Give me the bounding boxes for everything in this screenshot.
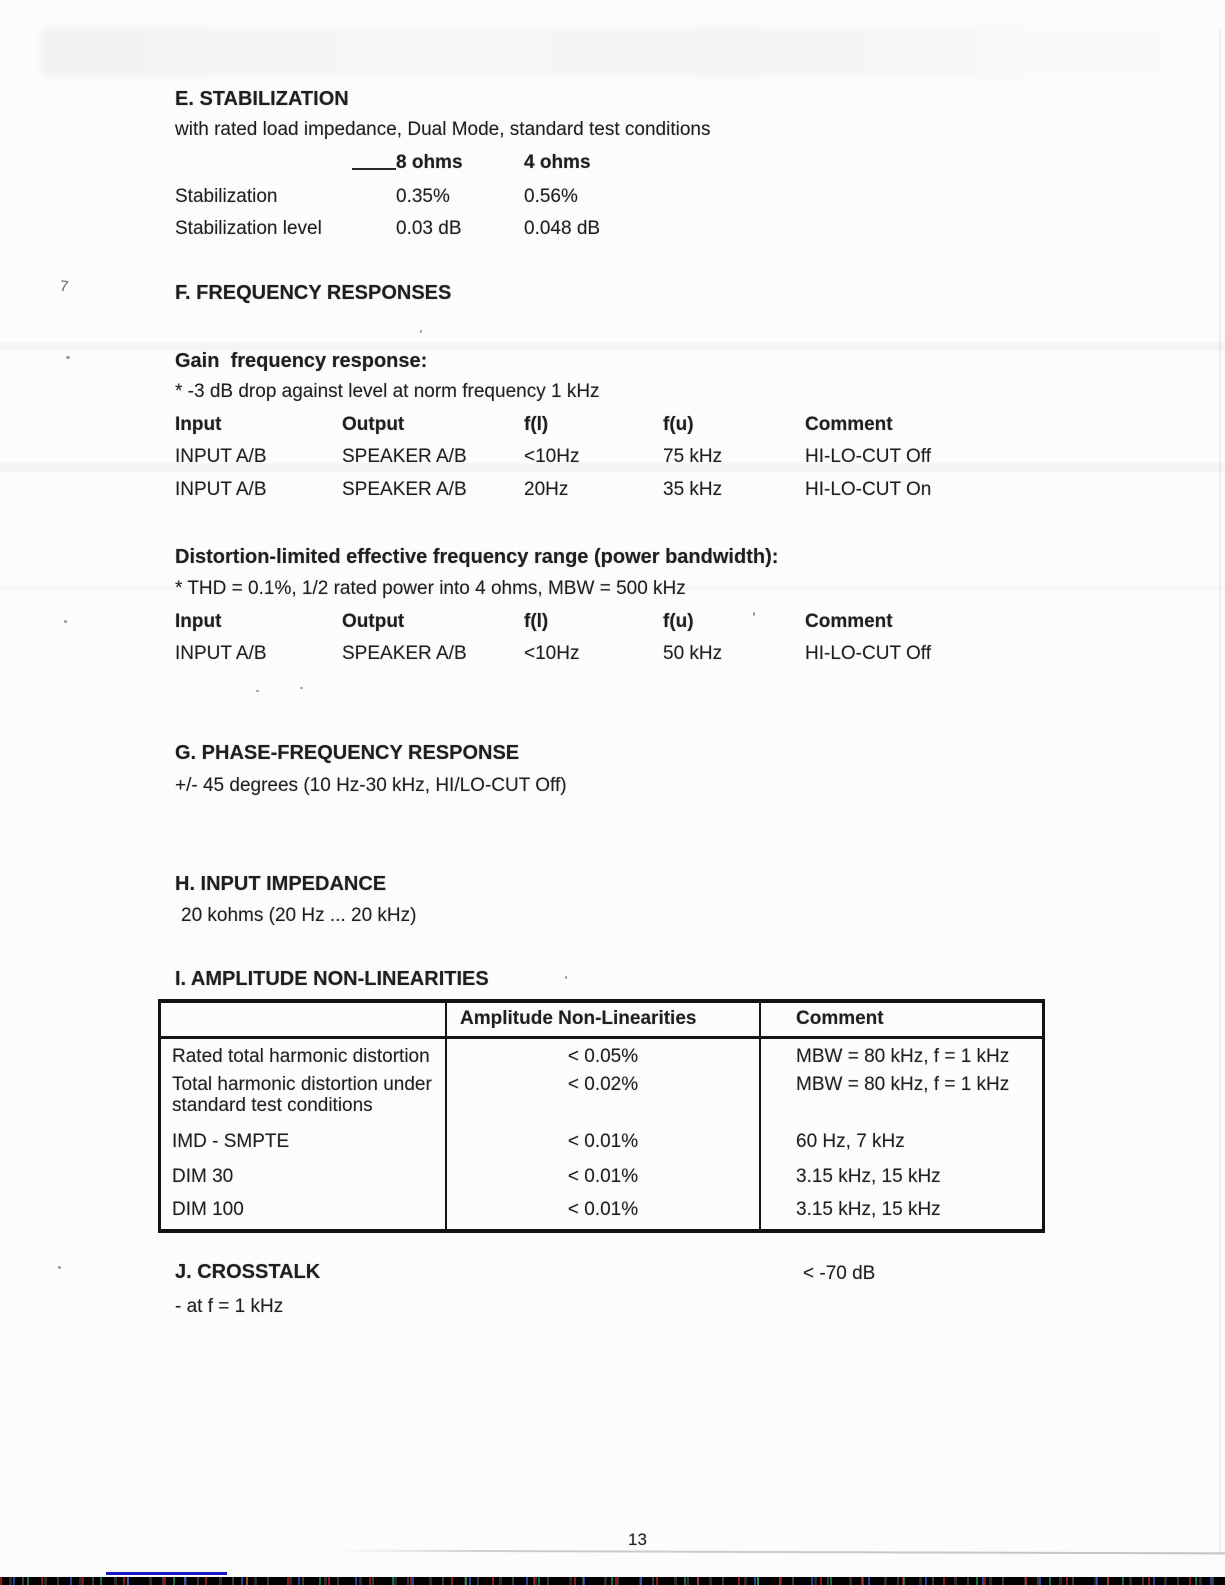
table-header-cell: f(u) (663, 414, 694, 435)
scan-speck (256, 690, 259, 692)
section-e-subtitle: with rated load impedance, Dual Mode, standard test conditions (175, 119, 711, 140)
table-cell: SPEAKER A/B (342, 479, 467, 500)
table-row (161, 1074, 1042, 1128)
table-header-cell: Amplitude Non-Linearities (447, 1003, 761, 1036)
table-cell: <10Hz (524, 643, 580, 664)
gain-response-note: * -3 dB drop against level at norm frequency 1 kHz (175, 381, 600, 402)
table-row (161, 1162, 1042, 1195)
table-header-cell (161, 1003, 447, 1036)
table-header-cell: f(l) (524, 414, 549, 435)
amplitude-nonlinearities-table (158, 999, 1045, 1233)
section-j-note: - at f = 1 kHz (175, 1296, 284, 1317)
table-cell: < 0.02% (447, 1074, 761, 1128)
table-header-cell: Input (175, 414, 222, 435)
table-header-cell: f(l) (524, 611, 549, 632)
table-header-cell: Input (175, 611, 222, 632)
table-header-row (175, 611, 1075, 633)
margin-mark: 7 (58, 277, 70, 296)
section-g-title: G. PHASE-FREQUENCY RESPONSE (175, 742, 520, 764)
table-cell: Total harmonic distortion under standard test conditions (161, 1074, 447, 1128)
table-cell: IMD - SMPTE (161, 1128, 447, 1162)
table-cell: 35 kHz (663, 479, 723, 500)
table-row (175, 479, 1075, 500)
table-cell: 0.048 dB (524, 218, 601, 239)
table-header-cell: Output (342, 611, 405, 632)
table-cell: INPUT A/B (175, 446, 267, 467)
distortion-range-note: * THD = 0.1%, 1/2 rated power into 4 ohms, MBW = 500 kHz (175, 578, 686, 599)
table-cell: 60 Hz, 7 kHz (796, 1131, 905, 1152)
scan-edge-right (1219, 30, 1221, 1555)
scan-speck (64, 620, 67, 623)
page-number: 13 (628, 1530, 647, 1549)
table-cell: < 0.01% (447, 1195, 761, 1229)
table-cell: 50 kHz (663, 643, 723, 664)
section-i-title: I. AMPLITUDE NON-LINEARITIES (175, 968, 489, 990)
table-cell: Stabilization level (175, 218, 322, 239)
table-cell: 0.03 dB (396, 218, 462, 239)
section-g-value: +/- 45 degrees (10 Hz-30 kHz, HI/LO-CUT Off) (175, 775, 567, 796)
table-cell: 20Hz (524, 479, 569, 500)
table-header-row (161, 1003, 1042, 1039)
table-cell: Stabilization (175, 186, 278, 207)
table-cell: MBW = 80 kHz, f = 1 kHz (796, 1074, 1010, 1095)
table-cell: SPEAKER A/B (342, 643, 467, 664)
scan-speck (66, 356, 70, 359)
section-j-title: J. CROSSTALK (175, 1261, 321, 1283)
scan-noise-band (0, 1577, 1225, 1585)
table-header-cell: Output (342, 414, 405, 435)
table-cell: INPUT A/B (175, 643, 267, 664)
col-header-8ohms: 8 ohms (396, 152, 463, 173)
table-header-row (175, 414, 1075, 436)
section-e-title: E. STABILIZATION (175, 88, 349, 110)
table-cell: HI-LO-CUT On (805, 479, 932, 500)
table-header-cell: Comment (796, 1008, 884, 1029)
table-row (175, 446, 1075, 467)
table-row (175, 643, 1075, 664)
section-f-title: F. FREQUENCY RESPONSES (175, 282, 452, 304)
table-cell: <10Hz (524, 446, 580, 467)
scan-speck (300, 687, 303, 689)
section-h-title: H. INPUT IMPEDANCE (175, 873, 387, 895)
table-row (161, 1195, 1042, 1229)
table-cell: < 0.05% (447, 1039, 761, 1074)
table-header-cell: Comment (805, 611, 893, 632)
table-cell: MBW = 80 kHz, f = 1 kHz (796, 1046, 1010, 1067)
table-cell: 3.15 kHz, 15 kHz (796, 1166, 941, 1187)
table-cell: 0.35% (396, 186, 450, 207)
table-cell: 0.56% (524, 186, 578, 207)
table-cell: 3.15 kHz, 15 kHz (796, 1199, 941, 1220)
table-header-cell: f(u) (663, 611, 694, 632)
scan-speck (420, 330, 422, 333)
section-h-value: 20 kohms (20 Hz ... 20 kHz) (181, 905, 417, 926)
table-cell: INPUT A/B (175, 479, 267, 500)
table-cell: DIM 100 (161, 1195, 447, 1229)
table-cell: Rated total harmonic distortion (161, 1039, 447, 1074)
page-edge-line (330, 1550, 1225, 1555)
table-row (161, 1128, 1042, 1162)
table-header-cell: Comment (805, 414, 893, 435)
table-cell: HI-LO-CUT Off (805, 446, 931, 467)
table-cell: < 0.01% (447, 1128, 761, 1162)
table-row (161, 1039, 1042, 1074)
table-cell: 75 kHz (663, 446, 723, 467)
scan-speck (58, 1266, 61, 1269)
col-header-4ohms: 4 ohms (524, 152, 591, 173)
table-cell: SPEAKER A/B (342, 446, 467, 467)
distortion-range-heading: Distortion-limited effective frequency range (power bandwidth): (175, 546, 779, 568)
section-j-value: < -70 dB (803, 1263, 876, 1284)
scan-speck (565, 976, 567, 979)
gain-response-heading: Gain frequency response: (175, 350, 428, 372)
table-cell: < 0.01% (447, 1162, 761, 1195)
table-cell: HI-LO-CUT Off (805, 643, 931, 664)
blue-line-mark (106, 1572, 227, 1575)
table-cell: DIM 30 (161, 1162, 447, 1195)
underline-mark (352, 168, 396, 170)
scan-smudge-top (42, 28, 1162, 76)
